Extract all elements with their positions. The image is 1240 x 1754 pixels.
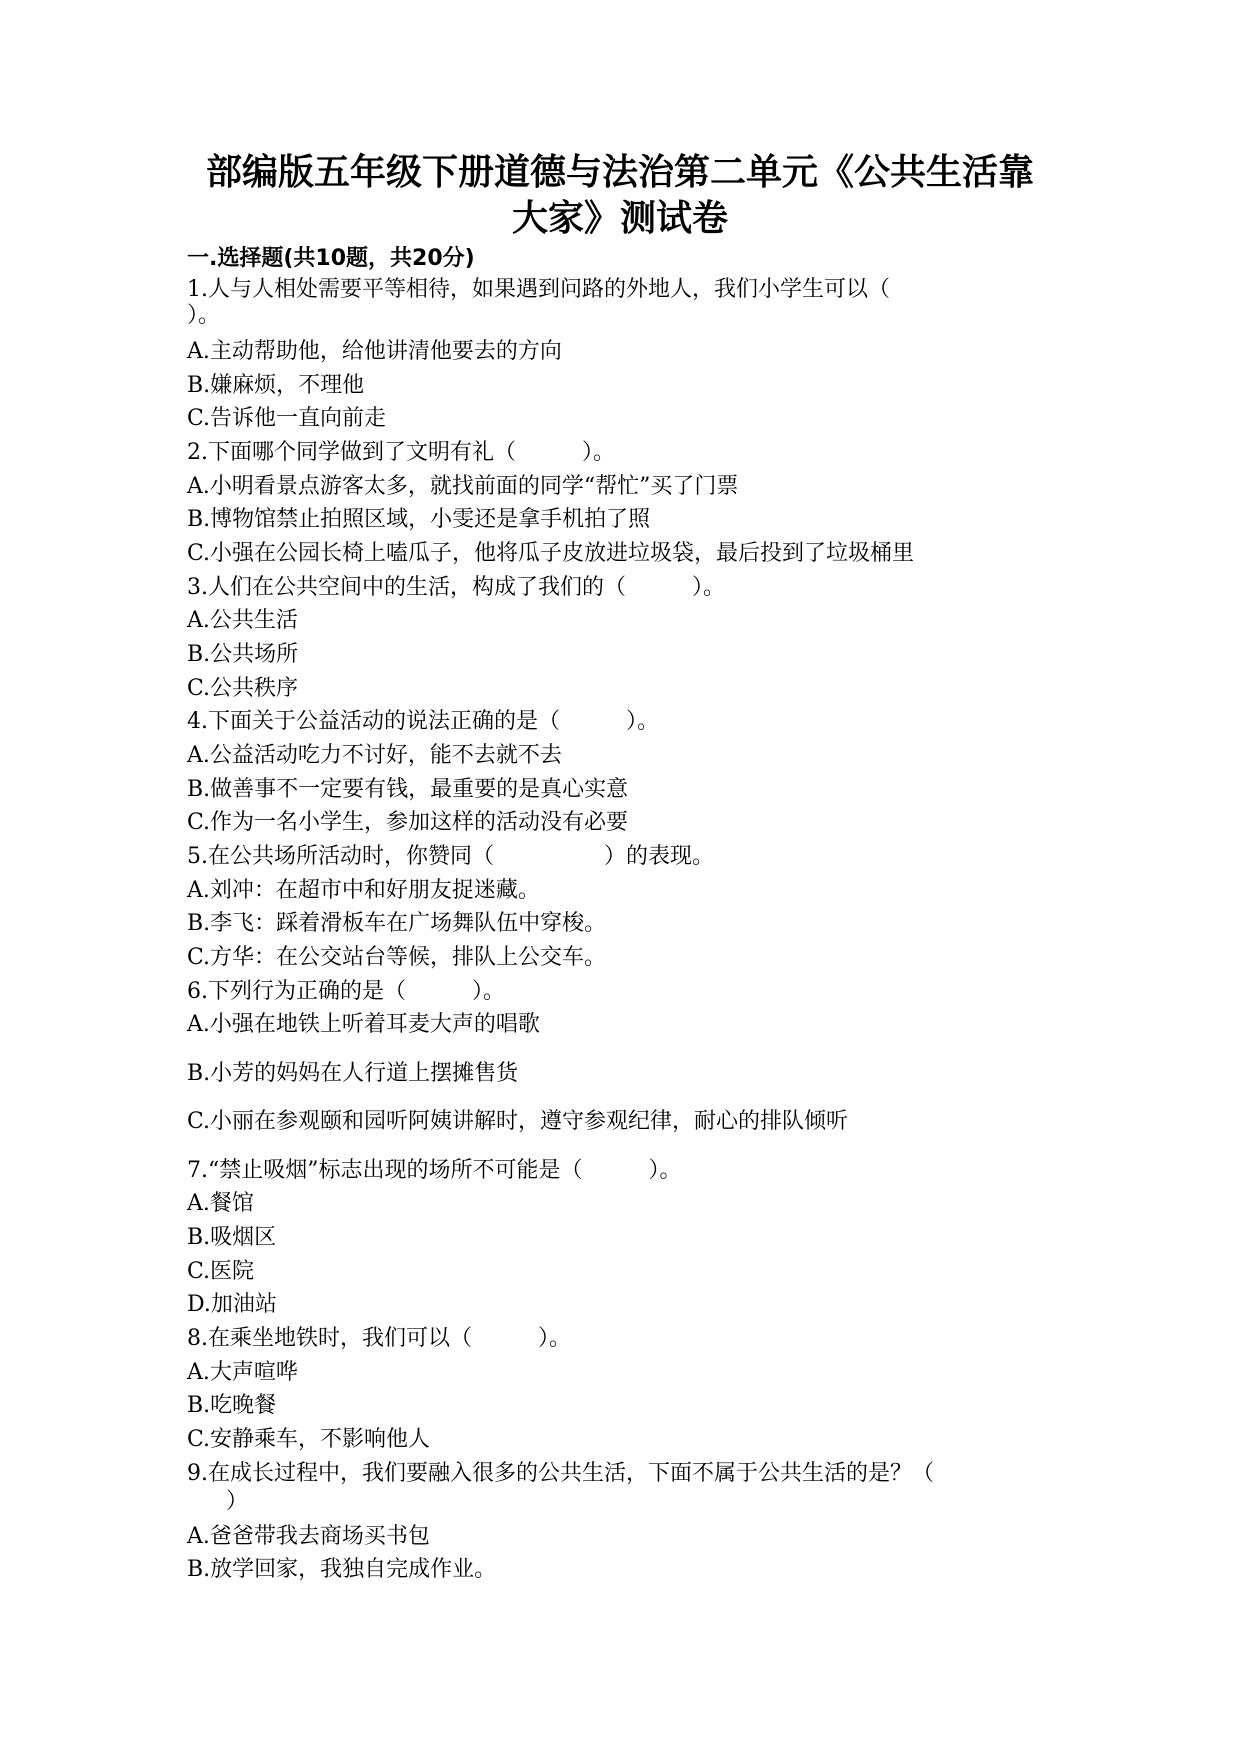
- q9-option-a: A.爸爸带我去商场买书包: [187, 1524, 430, 1549]
- q9-stem-line-2: ）: [226, 1489, 249, 1514]
- q4-stem: 4.下面关于公益活动的说法正确的是（ ）。: [187, 709, 659, 734]
- q7-option-b: B.吸烟区: [187, 1225, 277, 1250]
- q2-option-b: B.博物馆禁止拍照区域，小雯还是拿手机拍了照: [187, 507, 651, 532]
- section-heading: 一.选择题(共10题，共20分): [187, 246, 475, 271]
- q7-option-d: D.加油站: [187, 1292, 277, 1317]
- q3-stem: 3.人们在公共空间中的生活，构成了我们的（ ）。: [187, 575, 725, 600]
- q9-stem-line-1: 9.在成长过程中，我们要融入很多的公共生活，下面不属于公共生活的是？（: [187, 1461, 934, 1486]
- q8-option-b: B.吃晚餐: [187, 1393, 277, 1418]
- q1-option-a: A.主动帮助他，给他讲清他要去的方向: [187, 339, 562, 364]
- q1-option-c: C.告诉他一直向前走: [187, 406, 387, 431]
- q5-option-b: B.李飞：踩着滑板车在广场舞队伍中穿梭。: [187, 911, 607, 936]
- q2-option-c: C.小强在公园长椅上嗑瓜子，他将瓜子皮放进垃圾袋，最后投到了垃圾桶里: [187, 541, 915, 566]
- q8-option-a: A.大声喧哗: [187, 1360, 298, 1385]
- q3-option-a: A.公共生活: [187, 608, 298, 633]
- q6-option-c: C.小丽在参观颐和园听阿姨讲解时，遵守参观纪律，耐心的排队倾听: [187, 1109, 849, 1134]
- q1-stem-line-2: ）。: [187, 303, 221, 328]
- q4-option-a: A.公益活动吃力不讨好，能不去就不去: [187, 743, 562, 768]
- q7-option-a: A.餐馆: [187, 1191, 254, 1216]
- q8-option-c: C.安静乘车，不影响他人: [187, 1427, 431, 1452]
- q6-option-a: A.小强在地铁上听着耳麦大声的唱歌: [187, 1012, 540, 1037]
- q1-option-b: B.嫌麻烦，不理他: [187, 373, 365, 398]
- q3-option-c: C.公共秩序: [187, 676, 299, 701]
- q2-option-a: A.小明看景点游客太多，就找前面的同学“帮忙”买了门票: [187, 474, 739, 499]
- q2-stem: 2.下面哪个同学做到了文明有礼（ ）。: [187, 440, 615, 465]
- q5-option-c: C.方华：在公交站台等候，排队上公交车。: [187, 945, 607, 970]
- q6-option-b: B.小芳的妈妈在人行道上摆摊售货: [187, 1061, 519, 1086]
- q5-stem: 5.在公共场所活动时，你赞同（ ）的表现。: [187, 844, 714, 869]
- q3-option-b: B.公共场所: [187, 642, 299, 667]
- q6-stem: 6.下列行为正确的是（ ）。: [187, 979, 505, 1004]
- title-line-2: 大家》测试卷: [511, 198, 728, 239]
- q4-option-b: B.做善事不一定要有钱，最重要的是真心实意: [187, 777, 629, 802]
- q7-stem: 7.“禁止吸烟”标志出现的场所不可能是（ ）。: [187, 1158, 682, 1183]
- q5-option-a: A.刘冲：在超市中和好朋友捉迷藏。: [187, 878, 540, 903]
- q9-option-b: B.放学回家，我独自完成作业。: [187, 1557, 497, 1582]
- q1-stem-line-1: 1.人与人相处需要平等相待，如果遇到问路的外地人，我们小学生可以（: [187, 277, 890, 302]
- q4-option-c: C.作为一名小学生，参加这样的活动没有必要: [187, 810, 629, 835]
- q7-option-c: C.医院: [187, 1259, 255, 1284]
- exam-title: [150, 150, 1090, 242]
- q8-stem: 8.在乘坐地铁时，我们可以（ ）。: [187, 1326, 571, 1351]
- title-line-1: 部编版五年级下册道德与法治第二单元《公共生活靠: [205, 152, 1034, 193]
